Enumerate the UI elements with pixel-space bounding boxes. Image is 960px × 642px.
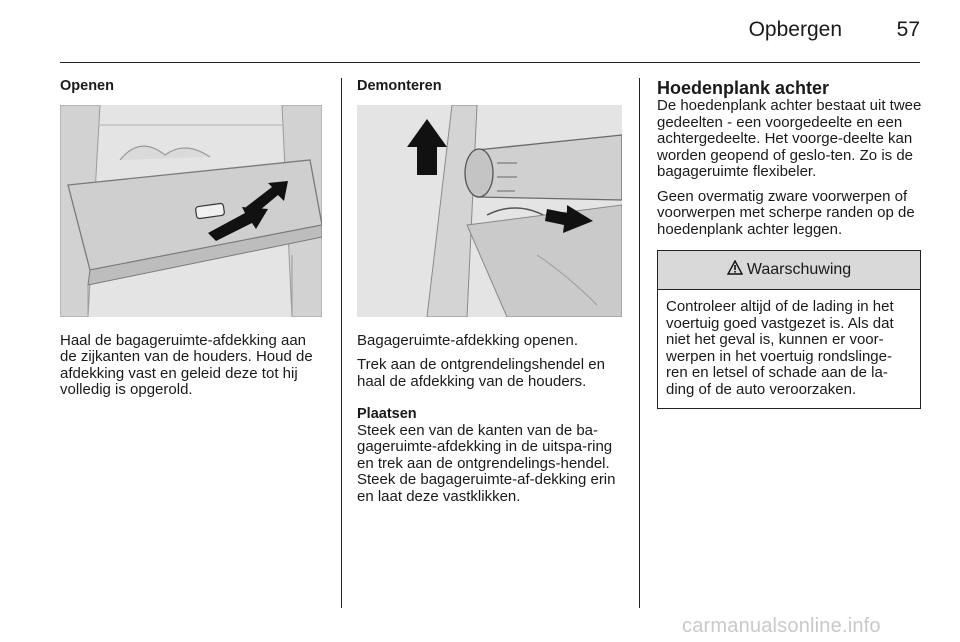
openen-body: Haal de bagageruimte-afdekking aan de zijkanten van de houders. Houd de afdekking vast en geleid deze tot hij volledig is opgerold.	[60, 331, 313, 398]
warning-header	[658, 251, 920, 290]
watermark: carmanualsonline.info	[682, 615, 881, 637]
hoedenplank-body-1: De hoedenplank achter bestaat uit twee gedeelten - een voorgedeelte en een achtergedeelte. Het voorge-deelte kan worden geopend of geslo-ten. Zo is de bagageruimte flexibeler.	[657, 97, 922, 180]
figure-demonteren	[357, 105, 622, 317]
hoedenplank-body-2: Geen overmatig zware voorwerpen of voorwerpen met scherpe randen op de hoedenplank achter leggen.	[657, 187, 915, 238]
column-openen	[60, 78, 325, 407]
page-number: 57	[896, 18, 920, 41]
hoedenplank-title: Hoedenplank achter	[657, 78, 830, 98]
demonteren-step1: Bagageruimte-afdekking openen.	[357, 331, 578, 349]
page-header	[60, 0, 920, 63]
column-divider-1	[341, 78, 342, 608]
demonteren-heading: Demonteren	[357, 78, 442, 94]
figure-openen	[60, 105, 322, 317]
warning-label: Waarschuwing	[746, 260, 852, 278]
demonteren-illustration	[357, 105, 622, 317]
demonteren-step2: Trek aan de ontgrendelingshendel en haal de afdekking van de houders.	[357, 356, 605, 390]
page-title: Opbergen	[748, 18, 842, 41]
openen-illustration	[60, 105, 322, 317]
column-hoedenplank	[657, 78, 923, 409]
warning-triangle-icon	[727, 260, 743, 280]
warning-text: Controleer altijd of de lading in het voertuig goed vastgezet is. Als dat niet het geval is, kunnen er voor-werpen in het voertuig rondslinge-ren en letsel of schade aan de la-ding of de auto veroorzaken.	[666, 298, 894, 398]
warning-box	[657, 250, 921, 409]
column-demonteren	[357, 78, 625, 513]
column-divider-2	[639, 78, 640, 608]
plaatsen-heading: Plaatsen	[357, 406, 417, 422]
openen-heading: Openen	[60, 78, 114, 94]
plaatsen-body: Steek een van de kanten van de ba-gageruimte-afdekking in de uitspa-ring en trek aan de ontgrendelings-hendel. Steek de bagageruimte-af-dekking erin en laat deze vastklikken.	[357, 421, 616, 505]
